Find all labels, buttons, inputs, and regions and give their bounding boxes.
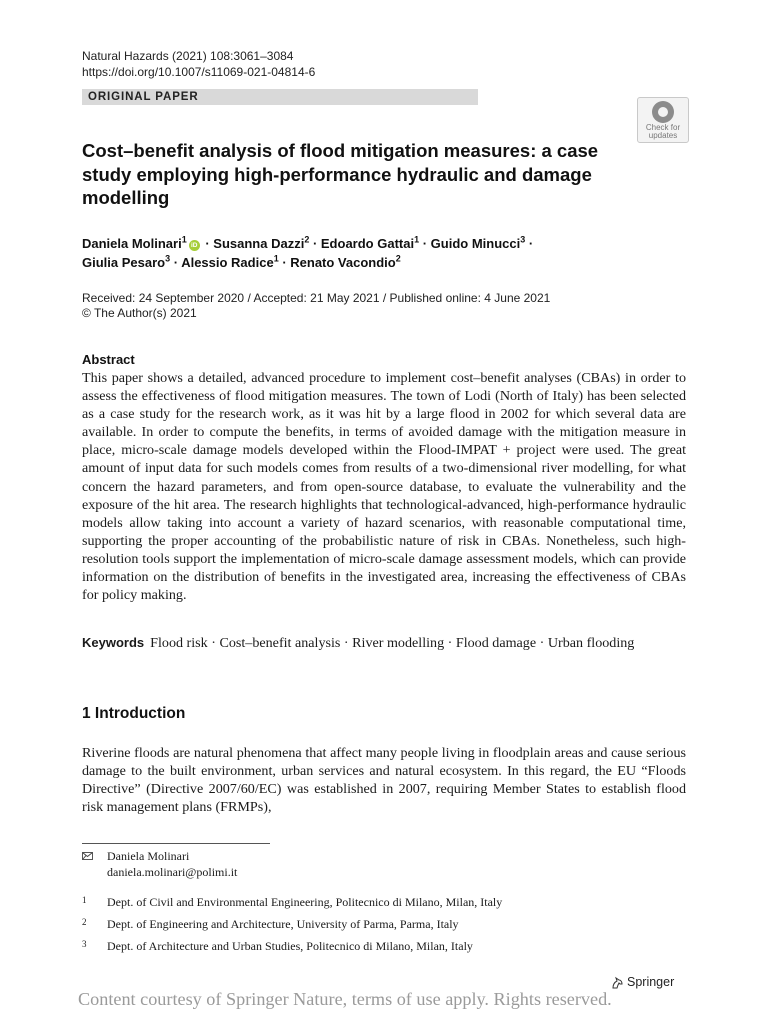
- author-affiliation: 3: [165, 253, 171, 264]
- author-name[interactable]: Renato Vacondio: [290, 255, 396, 270]
- author-name[interactable]: Susanna Dazzi: [213, 236, 305, 251]
- check-for-updates-icon[interactable]: [637, 97, 689, 143]
- author-affiliation: 2: [304, 234, 310, 245]
- author-affiliation: 2: [395, 253, 401, 264]
- publisher-logo: [611, 974, 674, 990]
- journal-header: [82, 48, 315, 80]
- corresponding-author-name: Daniela Molinari: [107, 849, 190, 863]
- author-list: Daniela Molinari$^1$iD · Susanna Dazzi$^2$ · Edoardo Gattai$^1$ · Guido Minucci$^3$ · Giulia Pesaro$^3$ · Alessio Radice$^1$ · Renato Vacondio$^2$: [82, 234, 534, 270]
- author-name[interactable]: Guido Minucci: [430, 236, 521, 251]
- corresponding-author-email[interactable]: daniela.molinari@polimi.it: [107, 865, 238, 879]
- author-affiliation: 1: [414, 234, 420, 245]
- courtesy-notice: Content courtesy of Springer Nature, terms of use apply. Rights reserved.: [78, 989, 612, 1009]
- footnote-divider: [82, 843, 270, 844]
- keywords-list: Flood risk · Cost–benefit analysis · River modelling · Flood damage · Urban flooding: [150, 635, 635, 651]
- author-name[interactable]: Giulia Pesaro: [82, 255, 166, 270]
- check-updates-circle: [652, 101, 674, 123]
- affiliation-item: [82, 892, 502, 910]
- orcid-icon[interactable]: iD: [189, 240, 200, 251]
- check-updates-line2: updates: [648, 131, 678, 140]
- springer-horse-icon: [611, 976, 624, 989]
- section-heading-introduction: 1 Introduction: [82, 705, 186, 722]
- author-affiliation: 1: [273, 253, 279, 264]
- affiliation-item: [82, 936, 473, 954]
- affiliation-number: 3: [82, 939, 87, 949]
- author-name[interactable]: Alessio Radice: [181, 255, 274, 270]
- copyright-line: © The Author(s) 2021: [82, 306, 197, 320]
- affiliation-text: Dept. of Architecture and Urban Studies, Politecnico di Milano, Milan, Italy: [107, 939, 473, 953]
- affiliation-number: 2: [82, 917, 87, 927]
- author-name[interactable]: Edoardo Gattai: [320, 236, 415, 251]
- affiliation-text: Dept. of Engineering and Architecture, University of Parma, Parma, Italy: [107, 917, 459, 931]
- abstract-body: This paper shows a detailed, advanced procedure to implement cost–benefit analyses (CBAs) in order to assess the effectiveness of flood mitigation measures. The town of Lodi (North of Italy) has been selected as a case study for the research work, as it was hit by a large flood in 2002 for which several data are available. In order to compute the benefits, in terms of avoided damage with the mitigation measure in place, micro-scale damage models developed within the Flood-IMPAT + project were used. The great amount of input data for such models comes from results of a two-dimensional river modelling, for what concern the hazard parameters, and from open-source database, to evaluate the vulnerability and the exposure of the hit area. The research highlights that technological-advanced, high-performance hydraulic models allow taking into account a variety of hazard scenarios, with reasonable computational time, supporting the proper accounting of the probabilistic nature of risk in CBAs. Nonetheless, such high-resolution tools support the implementation of micro-scale damage assessment models, which can provide information on the distribution of benefits in the investigated area, increasing the effectiveness of CBAs for policy making.: [82, 370, 686, 604]
- author-name[interactable]: Daniela Molinari: [82, 236, 182, 251]
- publication-dates: [82, 291, 550, 321]
- author-affiliation: 1: [181, 234, 187, 245]
- article-type-label: ORIGINAL PAPER: [88, 91, 199, 103]
- affiliation-item: [82, 914, 459, 932]
- envelope-icon: [82, 852, 93, 860]
- history-dates: Received: 24 September 2020 / Accepted: 21 May 2021 / Published online: 4 June 2021: [82, 291, 551, 305]
- affiliation-text: Dept. of Civil and Environmental Engineering, Politecnico di Milano, Milan, Italy: [107, 895, 503, 909]
- publisher-name: Springer: [627, 975, 675, 989]
- paper-title: Cost–benefit analysis of flood mitigation measures: a case study employing high-performance hydraulic and damage modelling: [82, 140, 599, 208]
- introduction-body: Riverine floods are natural phenomena that affect many people living in floodplain areas and cause serious damage to the built environment, urban services and natural ecosystem. In this regard, the EU “Floods Directive” (Directive 2007/60/EC) was established in 2007, requiring Member States to establish flood risk management plans (FRMPs),: [82, 745, 686, 816]
- keywords-label: Keywords: [82, 635, 145, 650]
- journal-citation: Natural Hazards (2021) 108:3061–3084: [82, 49, 294, 63]
- author-affiliation: 3: [520, 234, 526, 245]
- abstract-heading: Abstract: [82, 352, 135, 367]
- check-updates-line1: Check for: [645, 123, 681, 132]
- affiliation-number: 1: [82, 895, 87, 905]
- doi-link[interactable]: https://doi.org/10.1007/s11069-021-04814-6: [82, 65, 316, 79]
- keywords-block: [82, 634, 686, 652]
